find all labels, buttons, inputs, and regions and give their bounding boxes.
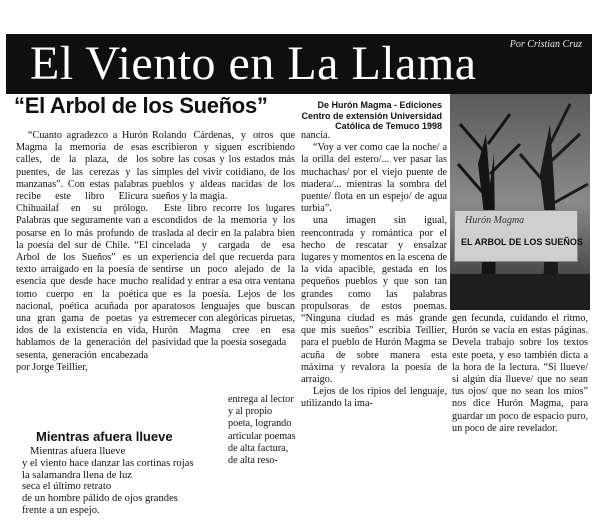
paragraph: Lejos de los ripios del lenguaje, utilizando la ima- bbox=[301, 386, 447, 410]
title-banner bbox=[6, 34, 592, 94]
article-column-1 bbox=[16, 130, 148, 408]
publication-line: De Hurón Magma - Ediciones bbox=[317, 100, 442, 110]
paragraph: nancia. bbox=[301, 130, 331, 141]
book-cover-photo bbox=[450, 94, 590, 310]
article-column-4 bbox=[452, 313, 588, 493]
paragraph: gen fecunda, cuidando el ritmo, Hurón se vacía en estas páginas. Devela trabajo sobre los textos este poeta, y eso también dicta a la hora de la lectura. “Si llueve/ si algún día llueve/ que no sean tus ojos/ que no sean los míos” nos dice Hurón Magma, para guardar un poco de espacio puro, un poco de aire revelador. bbox=[452, 313, 588, 434]
publication-line: Centro de extensión Universidad bbox=[301, 110, 442, 121]
poem-line: la salamandra llena de luz bbox=[22, 469, 133, 481]
article-column-2 bbox=[152, 130, 295, 398]
author-byline: Por Cristian Cruz bbox=[509, 39, 582, 50]
tree-silhouette-image bbox=[450, 94, 590, 310]
publication-info bbox=[282, 100, 442, 132]
poem bbox=[22, 446, 262, 517]
poem-title: Mientras afuera llueve bbox=[36, 429, 173, 444]
cover-title: EL ARBOL DE LOS SUEÑOS bbox=[461, 237, 583, 247]
poem-line: y el viento hace danzar las cortinas rojas bbox=[22, 457, 194, 469]
paragraph: Este libro recorre los lugares escondidos de la memoria y los traslada al decir en la palabra bien cincelada y cargada de esa experiencia del que recuerda para sentirse un poco alejado de la realidad y entrar a esa otra ventana que es la poesía. Lejos de los aparatosos lenguajes que buscan estremecer con alegóricas piruetas, Hurón Magma cree en esa pasividad que la poesía sosegada bbox=[152, 203, 295, 349]
paragraph: Rolando Cárdenas, y otros que escribieron y siguen escribiendo sobre las cosas y los estados más simples del vivir cotidiano, de los pueblos y aldeas nacidas de los sueños y la magia. bbox=[152, 130, 295, 203]
book-cover-label bbox=[454, 210, 583, 262]
publication-line: Católica de Temuco 1998 bbox=[335, 121, 442, 131]
poem-line: de un hombre pálido de ojos grandes bbox=[22, 493, 178, 505]
poem-line: frente a un espejo. bbox=[22, 504, 100, 516]
section-title: El Viento en La Llama bbox=[30, 37, 477, 90]
newspaper-page bbox=[6, 34, 592, 522]
article-headline: “El Arbol de los Sueños” bbox=[14, 93, 268, 118]
article-column-3 bbox=[301, 130, 447, 522]
paragraph: una imagen sin igual, reencontrada y romántica por el hecho de rescatar y ensalzar lugares y momentos en la escena de la vida apacible, gestada en los pequeños pueblos y que son tan grandes como las palabras propulsoras de estos poemas. “Ninguna ciudad es más grande que mis sueños” escribía Teillier, para el pueblo de Hurón Magma se acuña de sobre manera esta máxima y revalora la poesía de arraigo. bbox=[301, 215, 447, 386]
poem-line: Mientras afuera llueve bbox=[30, 446, 126, 457]
paragraph: “Cuanto agradezco a Hurón Magma la memoria de esas calles, de la plaza, de los puentes, de las cerezas y las manzanas”. Con estas palabras recibe este libro Elicura Chihuailaf en su prólogo. Palabras que seguramente van a posarse en lo más profundo de la poesía del sur de Chile. “El Arbol de los Sueños” es un texto arraigado en la poesía de esencia que desde hace mucho tomo cuerpo en la poética nacional, poética acuñada por una gran gama de poetas ya idos de la existencia en vida, hablamos de la generación del sesenta, generación encabezada por Jorge Teillier, bbox=[16, 130, 148, 373]
cover-author: Hurón Magma bbox=[465, 215, 525, 226]
poem-line: seca el último retrato bbox=[22, 481, 112, 493]
paragraph: “Voy a ver como cae la noche/ a la orilla del estero/... ver pasar las muchachas/ por el viejo puente de madera/... mientras la sombra del puente/ flota en un espejo/ de agua turbia”. bbox=[301, 142, 447, 215]
paragraph: entrega al lector y al propio poeta, logrando articular poemas de alta factura, de alta reso- bbox=[228, 394, 296, 467]
